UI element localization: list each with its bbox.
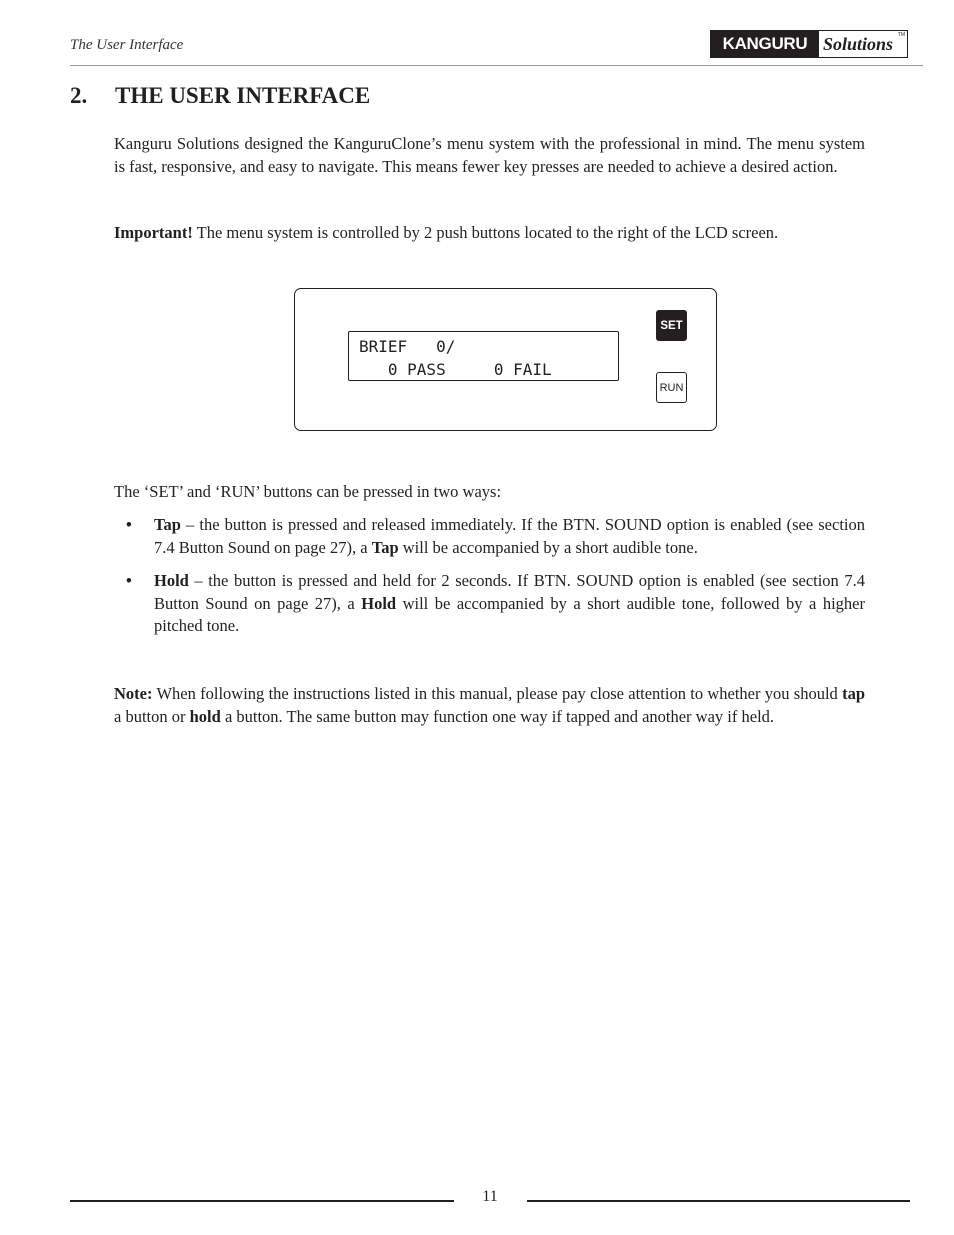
set-button: SET [656, 310, 687, 341]
intro-paragraph: Kanguru Solutions designed the KanguruClone’s menu system with the professional in mind. The menu system is fast, responsive, and easy to navigate. This means fewer key presses are needed to achieve a desired action. [114, 134, 865, 176]
footer-divider-left [70, 1200, 454, 1202]
list-item-tap [114, 514, 865, 559]
note-text-2: a button or [114, 706, 190, 726]
tap-description-1: – the button is pressed and released immediately. If the BTN. SOUND option is enabled (see section 7.4 Button Sound on page 27), a [154, 515, 865, 557]
lcd-line-2: 0 PASS 0 FAIL [359, 360, 552, 379]
term-hold-again: Hold [361, 593, 397, 613]
note-label: Note: [114, 684, 153, 703]
note-tap: tap [842, 684, 865, 703]
running-header: The User Interface [70, 37, 184, 53]
logo-word: Solutions [823, 33, 894, 54]
run-button: RUN [656, 372, 687, 403]
bullet-icon: • [126, 515, 132, 534]
important-paragraph [114, 222, 865, 245]
important-label: Important! [114, 223, 193, 242]
logo-brand: KANGURU [711, 31, 819, 57]
section-heading [70, 83, 370, 109]
list-item-hold [114, 570, 865, 638]
note-hold: hold [189, 706, 221, 726]
logo-trademark: TM [897, 32, 905, 38]
kanguru-solutions-logo [710, 30, 908, 58]
header-divider [70, 65, 923, 66]
buttons-intro-paragraph: The ‘SET’ and ‘RUN’ buttons can be pressed in two ways: [114, 482, 502, 501]
footer-divider-right [527, 1200, 910, 1202]
note-text-1: When following the instructions listed in this manual, please pay close attention to whether you should [152, 684, 843, 703]
term-tap-again: Tap [371, 537, 399, 557]
note-text-3: a button. The same button may function one way if tapped and another way if held. [220, 706, 775, 726]
page-number: 11 [482, 1188, 498, 1205]
bullet-icon: • [126, 571, 132, 590]
press-methods-list [114, 514, 865, 649]
lcd-line-1: BRIEF 0/ [359, 337, 456, 356]
section-title: THE USER INTERFACE [115, 83, 371, 108]
important-text: The menu system is controlled by 2 push buttons located to the right of the LCD screen. [192, 223, 779, 242]
term-hold: Hold [154, 571, 189, 590]
section-number: 2. [70, 83, 88, 108]
lcd-screen [348, 331, 619, 381]
tap-description-2: will be accompanied by a short audible tone. [398, 537, 698, 557]
note-paragraph [114, 683, 865, 728]
hold-description-1: – the button is pressed and held for 2 seconds. If BTN. SOUND option is enabled (see section 7.4 Button Sound on page 27), a [154, 571, 865, 613]
hold-description-2: will be accompanied by a short audible tone, followed by a higher pitched tone. [154, 593, 865, 635]
device-panel-illustration [294, 288, 717, 431]
term-tap: Tap [154, 515, 181, 534]
